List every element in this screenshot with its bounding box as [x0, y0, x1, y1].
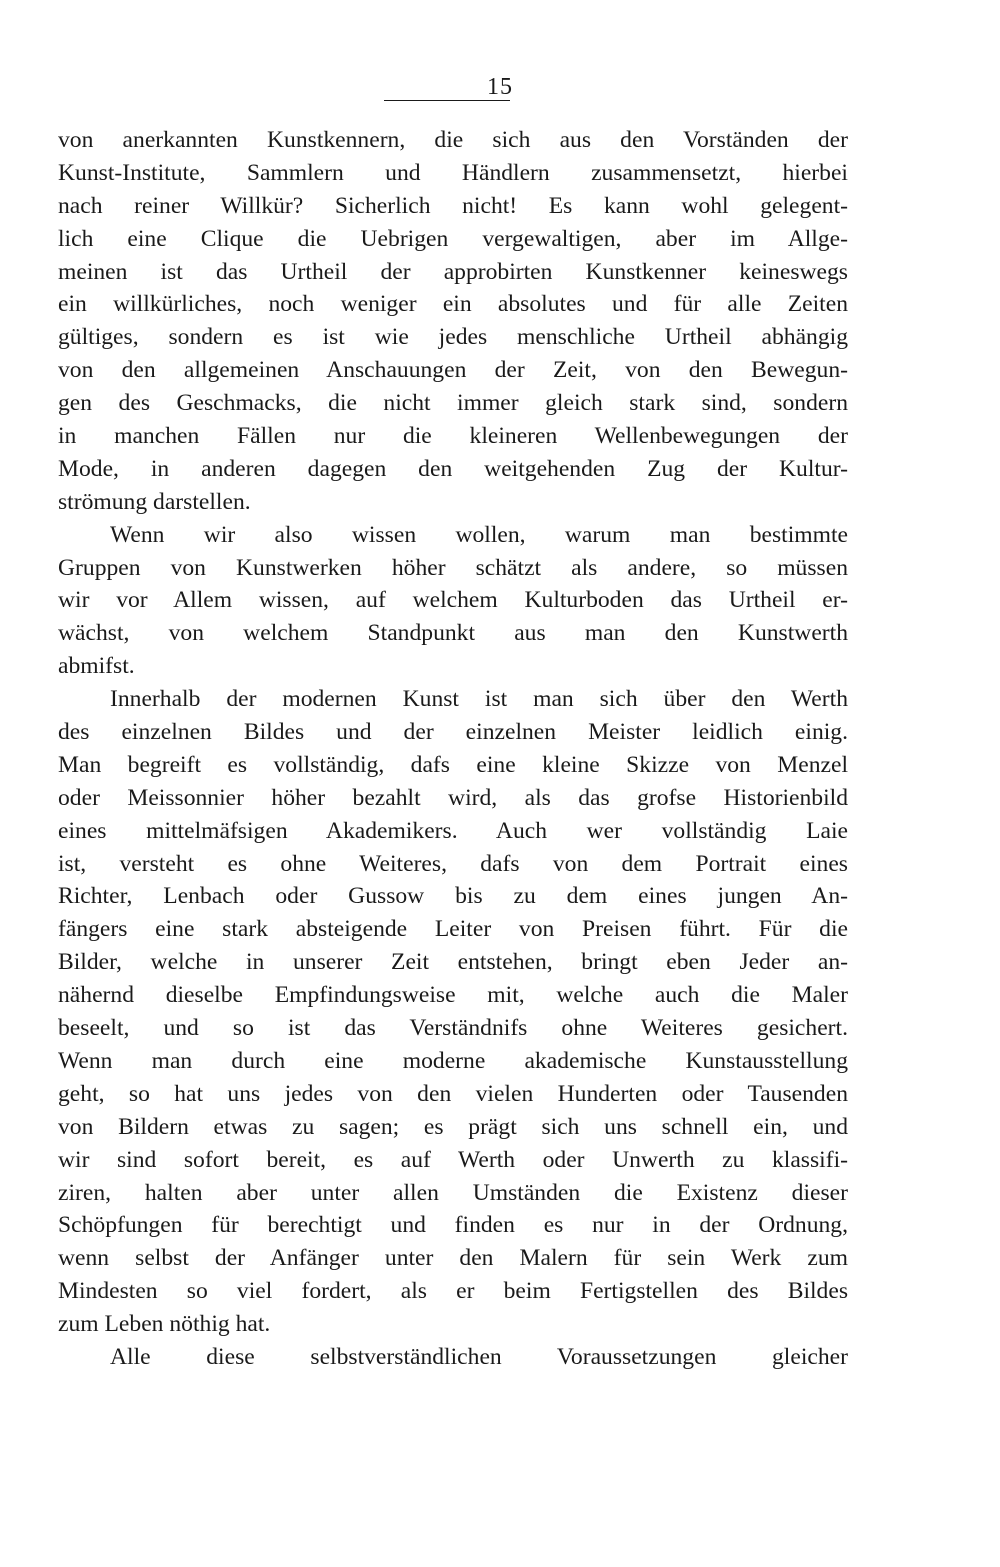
text-line: wir vor Allem wissen, auf welchem Kulturboden das Urtheil er- [58, 587, 848, 614]
text-line: meinen ist das Urtheil der approbirten Kunstkenner keineswegs [58, 258, 848, 285]
text-line: Mode, in anderen dagegen den weitgehenden Zug der Kultur- [58, 455, 848, 482]
text-line: ziren, halten aber unter allen Umständen die Existenz dieser [58, 1179, 848, 1206]
text-line: strömung darstellen. [58, 488, 251, 515]
text-line: Man begreift es vollständig, dafs eine kleine Skizze von Menzel [58, 751, 848, 778]
text-line: nach reiner Willkür? Sicherlich nicht! Es kann wohl gelegent- [58, 192, 848, 219]
text-line: nähernd dieselbe Empfindungsweise mit, welche auch die Maler [58, 982, 848, 1009]
text-line: lich eine Clique die Uebrigen vergewaltigen, aber im Allge- [58, 225, 848, 252]
page-header [0, 72, 1000, 102]
text-line: geht, so hat uns jedes von den vielen Hunderten oder Tausenden [58, 1080, 848, 1107]
text-line: des einzelnen Bildes und der einzelnen Meister leidlich einig. [58, 719, 848, 746]
text-line: Wenn wir also wissen wollen, warum man bestimmte [110, 521, 848, 548]
text-line: Schöpfungen für berechtigt und finden es nur in der Ordnung, [58, 1212, 848, 1239]
text-line: oder Meissonnier höher bezahlt wird, als das grofse Historienbild [58, 784, 848, 811]
text-line: in manchen Fällen nur die kleineren Wellenbewegungen der [58, 423, 848, 450]
text-line: zum Leben nöthig hat. [58, 1311, 271, 1338]
page-number: 15 [487, 74, 513, 100]
paragraph [58, 124, 848, 519]
text-line: wächst, von welchem Standpunkt aus man den Kunstwerth [58, 620, 848, 647]
text-line: Alle diese selbstverständlichen Voraussetzungen gleicher [110, 1343, 848, 1370]
text-line: Wenn man durch eine moderne akademische Kunstausstellung [58, 1047, 848, 1074]
text-line: Gruppen von Kunstwerken höher schätzt als andere, so müssen [58, 554, 848, 581]
text-line: Mindesten so viel fordert, als er beim Fertigstellen des Bildes [58, 1278, 848, 1305]
body-text [58, 124, 848, 1374]
text-line: gen des Geschmacks, die nicht immer gleich stark sind, sondern [58, 390, 848, 417]
text-line: ist, versteht es ohne Weiteres, dafs von dem Portrait eines [58, 850, 848, 877]
text-line: fängers eine stark absteigende Leiter von Preisen führt. Für die [58, 916, 848, 943]
text-line: Kunst-Institute, Sammlern und Händlern zusammensetzt, hierbei [58, 159, 848, 186]
text-line: von den allgemeinen Anschauungen der Zeit, von den Bewegun- [58, 357, 848, 384]
text-line: beseelt, und so ist das Verständnifs ohne Weiteres gesichert. [58, 1015, 848, 1042]
text-line: Richter, Lenbach oder Gussow bis zu dem eines jungen An- [58, 883, 848, 910]
paragraph [58, 1341, 848, 1374]
header-rule [384, 100, 510, 101]
text-line: von Bildern etwas zu sagen; es prägt sich uns schnell ein, und [58, 1113, 848, 1140]
text-line: Innerhalb der modernen Kunst ist man sich über den Werth [110, 686, 848, 713]
text-line: Bilder, welche in unserer Zeit entstehen, bringt eben Jeder an- [58, 949, 848, 976]
paragraph [58, 683, 848, 1341]
text-line: eines mittelmäfsigen Akademikers. Auch wer vollständig Laie [58, 817, 848, 844]
text-line: ein willkürliches, noch weniger ein absolutes und für alle Zeiten [58, 291, 848, 318]
text-line: wenn selbst der Anfänger unter den Malern für sein Werk zum [58, 1245, 848, 1272]
text-line: gültiges, sondern es ist wie jedes menschliche Urtheil abhängig [58, 324, 848, 351]
text-line: wir sind sofort bereit, es auf Werth oder Unwerth zu klassifi- [58, 1146, 848, 1173]
text-line: von anerkannten Kunstkennern, die sich aus den Vorständen der [58, 127, 848, 153]
paragraph [58, 519, 848, 683]
text-line: abmifst. [58, 653, 135, 680]
